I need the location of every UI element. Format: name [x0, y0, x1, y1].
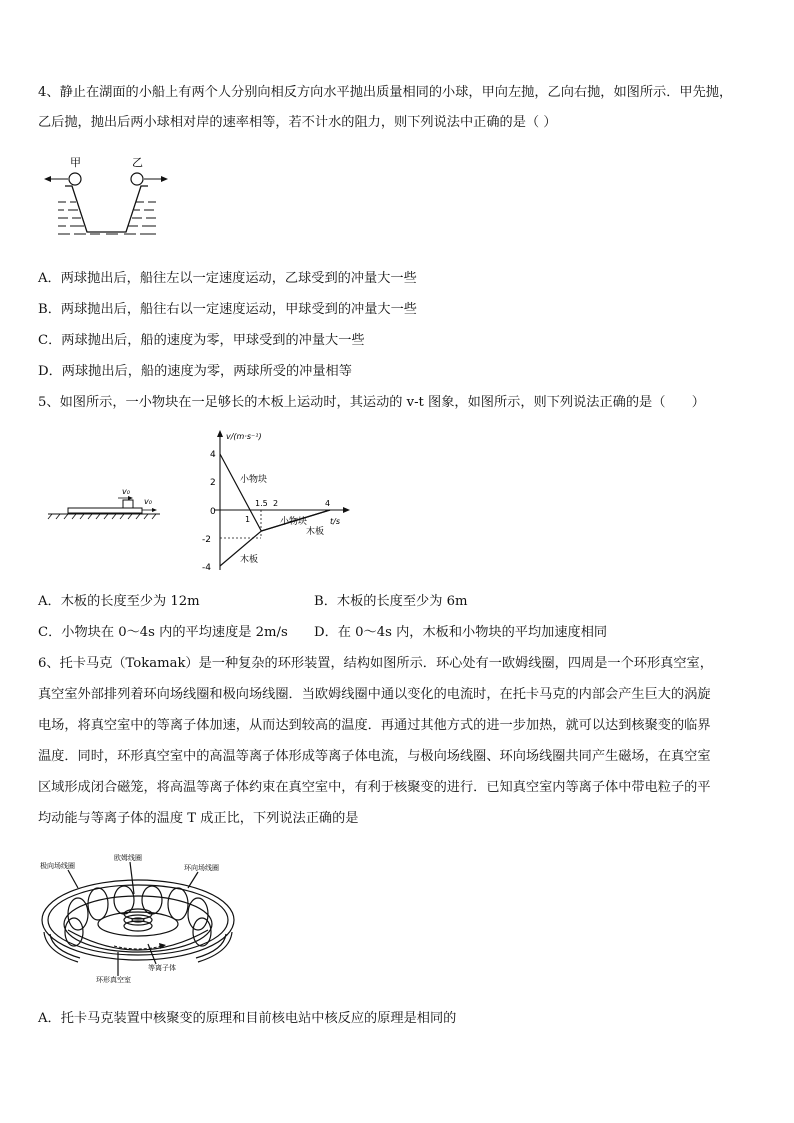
label-board-mid: 木板 [306, 527, 325, 537]
q4-boat-figure [40, 150, 180, 242]
q5-option-d[interactable]: D．在 0～4s 内，木板和小物块的平均加速度相同 [314, 625, 608, 640]
q5-option-c[interactable]: C．小物块在 0～4s 内的平均速度是 2m/s [38, 625, 288, 640]
q4-stem-line-2: 乙后抛，抛出后两小球相对岸的速率相等，若不计水的阻力，则下列说法中正确的是（ ） [38, 115, 557, 130]
boat-icon [65, 186, 148, 232]
q4-option-d[interactable]: D．两球抛出后，船的速度为零，两球所受的冲量相等 [38, 364, 352, 379]
q5-option-a[interactable]: A．木板的长度至少为 12m [38, 594, 200, 609]
label-plasma: 等离子体 [148, 964, 176, 972]
q6-stem-line-3: 电场，将真空室中的等离子体加速，从而达到较高的温度．再通过其他方式的进一步加热，就可以达到核聚变的临界 [38, 718, 711, 733]
label-pole-coil: 极向场线圈 [40, 862, 75, 870]
label-ohm-coil: 欧姆线圈 [114, 854, 142, 862]
q6-stem-line-2: 真空室外部排列着环向场线圈和极向场线圈．当欧姆线圈中通以变化的电流时，在托卡马克的内部会产生巨大的涡旋 [38, 687, 711, 702]
label-vacuum-chamber: 环形真空室 [96, 976, 131, 984]
label-block-mid: 小物块 [280, 517, 308, 527]
v0-label-top: v₀ [122, 487, 130, 496]
ball-jia-icon [69, 173, 81, 185]
y-axis-label: v/(m·s⁻¹) [226, 432, 262, 441]
water-icon [58, 202, 156, 234]
q4-option-c[interactable]: C．两球抛出后，船的速度为零，甲球受到的冲量大一些 [38, 333, 365, 348]
label-board-bottom: 木板 [240, 555, 259, 565]
q6-stem-line-1: 6、托卡马克（Tokamak）是一种复杂的环形装置，结构如图所示．环心处有一欧姆线圈，四周是一个环形真空室， [38, 656, 713, 671]
label-ring-coil: 环向场线圈 [184, 864, 219, 872]
q6-option-a[interactable]: A．托卡马克装置中核聚变的原理和目前核电站中核反应的原理是相同的 [38, 1011, 457, 1026]
tokamak-icon [42, 862, 234, 976]
q6-stem-line-5: 区域形成闭合磁笼，将高温等离子体约束在真空室中，有利于核聚变的进行．已知真空室内等离子体中带电粒子的平 [38, 780, 711, 795]
y-tick-2: 2 [210, 478, 216, 488]
y-tick-neg2: -2 [202, 535, 211, 545]
q5-option-b[interactable]: B．木板的长度至少为 6m [314, 594, 468, 609]
q6-stem-line-4: 温度．同时，环形真空室中的高温等离子体形成等离子体电流，与极向场线圈、环向场线圈共同产生磁场，在真空室 [38, 749, 711, 764]
y-tick-0: 0 [210, 507, 216, 517]
x-tick-1: 1 [245, 515, 251, 524]
q5-board-figure [44, 484, 164, 524]
y-tick-neg4: -4 [202, 563, 211, 573]
q4-option-b[interactable]: B．两球抛出后，船往右以一定速度运动，甲球受到的冲量大一些 [38, 302, 417, 317]
q6-tokamak-figure [38, 848, 238, 990]
x-tick-2: 2 [273, 499, 279, 508]
y-tick-4: 4 [210, 450, 216, 460]
ball-yi-icon [131, 173, 143, 185]
q6-stem-line-6: 均动能与等离子体的温度 T 成正比，下列说法正确的是 [38, 811, 359, 826]
board-icon [68, 508, 142, 513]
q4-stem-line-1: 4、静止在湖面的小船上有两个人分别向相反方向水平抛出质量相同的小球，甲向左抛，乙向右抛，如图所示．甲先抛， [38, 85, 733, 100]
q4-label-yi: 乙 [132, 156, 143, 169]
q4-option-a[interactable]: A．两球抛出后，船往左以一定速度运动，乙球受到的冲量大一些 [38, 271, 417, 286]
x-tick-4: 4 [325, 499, 331, 508]
q5-stem-line-1: 5、如图所示，一小物块在一足够长的木板上运动时，其运动的 v-t 图象，如图所示，则下列说法正确的是（ ） [38, 395, 705, 410]
x-tick-1-5: 1.5 [255, 499, 268, 508]
q5-vt-graph [196, 428, 356, 578]
q4-label-jia: 甲 [70, 156, 81, 169]
label-block-top: 小物块 [240, 475, 268, 485]
x-axis-label: t/s [330, 517, 340, 526]
v0-label-right: v₀ [144, 497, 152, 506]
series-block-line [220, 454, 330, 531]
